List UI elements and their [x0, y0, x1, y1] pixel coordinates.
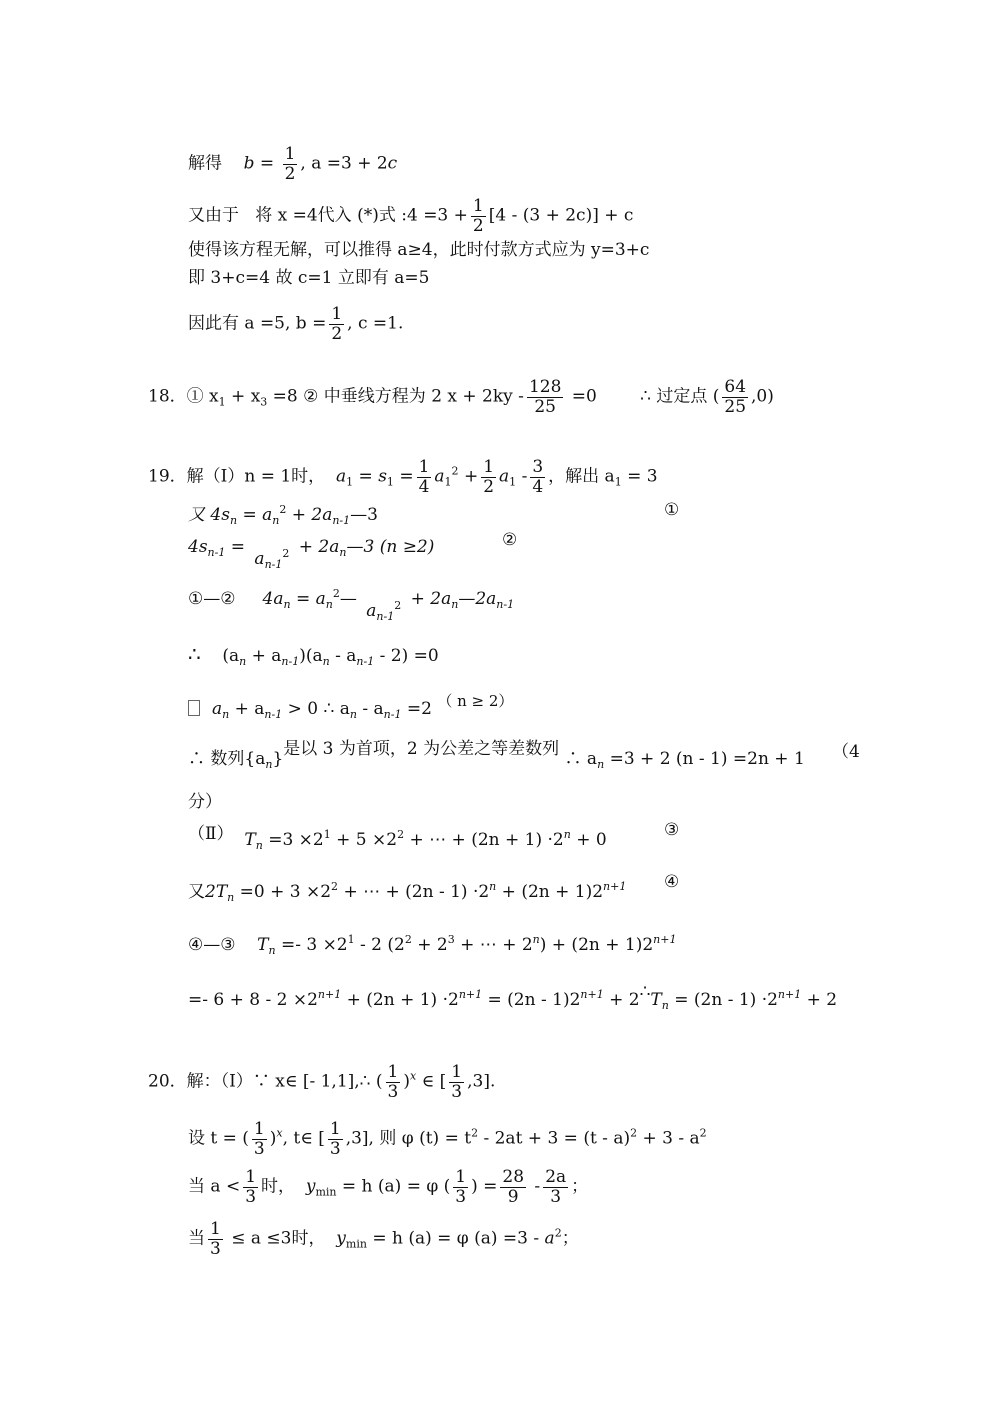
- sup: 2: [554, 1226, 562, 1240]
- den: 25: [534, 396, 556, 417]
- text: =- 6 + 8 - 2 ×2: [188, 990, 318, 1010]
- score-note-end: 分）: [188, 792, 222, 812]
- text: + 2a: [293, 537, 340, 557]
- question-19-line-6: [188, 692, 514, 727]
- den: 9: [507, 1186, 519, 1207]
- sub: n: [325, 598, 333, 611]
- sub: n-1: [264, 708, 283, 721]
- text: }: [272, 749, 284, 769]
- text: 又 4s: [188, 505, 230, 525]
- sub: 3: [260, 395, 268, 409]
- text: a: [336, 466, 347, 487]
- text: ): [269, 1128, 277, 1149]
- text: a: [499, 466, 510, 487]
- num: 3: [532, 457, 544, 477]
- text: 当 a <: [188, 1176, 241, 1197]
- fraction-third: [252, 1120, 267, 1158]
- text: —3: [350, 505, 378, 525]
- sub: n: [239, 655, 247, 668]
- sup: n: [563, 828, 571, 841]
- question-19-line-5: [188, 642, 439, 674]
- text: y: [305, 1176, 316, 1197]
- fraction-64-25: [722, 378, 748, 416]
- sub: n: [283, 598, 291, 611]
- text: ① x: [186, 386, 219, 407]
- text: + ⋯ + 2: [454, 935, 533, 955]
- num: 1: [418, 457, 430, 477]
- text: = (2n - 1)2: [482, 990, 581, 1010]
- question-number: 18．: [148, 386, 187, 407]
- num: 1: [451, 1062, 463, 1082]
- text: 当: [188, 1228, 205, 1249]
- solve-line-2: [188, 197, 633, 235]
- sup: 1: [323, 828, 331, 841]
- text: a: [366, 601, 377, 621]
- text: 时，: [261, 1176, 296, 1197]
- text: 将 x =4代入 (*)式 :4 =3 +: [255, 205, 468, 226]
- sub: n-1: [496, 598, 515, 611]
- text: y: [336, 1228, 346, 1249]
- sup: 2: [699, 1126, 707, 1140]
- therefore-symbol: ∴: [639, 982, 651, 1002]
- fraction-2a-3: [543, 1168, 568, 1206]
- text: （Ⅱ）: [188, 824, 234, 844]
- den: 4: [418, 476, 430, 497]
- den: 3: [387, 1081, 399, 1102]
- equation-mark-4: ④: [664, 872, 680, 892]
- text: + ⋯ + (2n - 1) ·2: [338, 882, 490, 902]
- fraction-half: [471, 197, 486, 235]
- den: 2: [284, 163, 296, 184]
- fraction-half: [481, 458, 496, 496]
- num: 1: [210, 1219, 221, 1239]
- sub: 1: [509, 475, 517, 489]
- sup: 2: [397, 828, 405, 841]
- sub: n: [339, 546, 347, 559]
- text: =: [225, 537, 246, 557]
- sub: n: [349, 708, 357, 721]
- sup: x: [276, 1126, 283, 1140]
- fraction-third: [386, 1063, 401, 1101]
- text: T: [650, 990, 662, 1010]
- question-19-line-10: [188, 875, 626, 910]
- fraction-third: [328, 1120, 343, 1158]
- fraction-three-quarter: [530, 458, 545, 496]
- fraction-half: [329, 305, 344, 343]
- text: 设 t = (: [188, 1128, 249, 1149]
- sub: min: [345, 1237, 367, 1251]
- den: 25: [724, 396, 747, 417]
- sup: n+1: [603, 880, 627, 893]
- equation-mark-3: ③: [664, 820, 680, 840]
- equation-mark-2: ②: [502, 530, 518, 550]
- text: , a =3 + 2: [300, 153, 388, 174]
- sup: n+1: [777, 988, 802, 1001]
- num: 1: [472, 196, 484, 216]
- sup: 1: [347, 933, 355, 946]
- sup: n+1: [580, 988, 604, 1001]
- text: ∴ 过定点: [640, 386, 708, 407]
- sub: n-1: [264, 558, 283, 571]
- question-19-line-4: [188, 582, 515, 623]
- missing-glyph-box-icon: [188, 700, 200, 716]
- sup: 2: [394, 599, 402, 612]
- text: + (2n + 1) ·2: [341, 990, 459, 1010]
- num: 1: [253, 1119, 265, 1139]
- den: 3: [329, 1138, 341, 1159]
- sup: x: [410, 1069, 417, 1083]
- sub: n: [255, 839, 263, 852]
- text: ,0): [751, 386, 774, 407]
- sup: 2: [404, 933, 412, 946]
- text: T: [257, 935, 269, 955]
- text: + a: [246, 646, 282, 666]
- text: =8 ② 中垂线方程为 2 x + 2ky -: [267, 386, 524, 407]
- question-19-line-1: [148, 458, 658, 496]
- score-note: （4: [832, 742, 860, 762]
- sub: n: [597, 758, 605, 771]
- sub: n: [451, 598, 459, 611]
- text: 解：（Ⅰ）∵ x∈ [- 1,1],∴ (: [186, 1071, 383, 1092]
- text: + 3 - a: [637, 1128, 700, 1149]
- text: + 2a: [405, 589, 452, 609]
- den: 2: [483, 476, 495, 497]
- text: - a: [329, 646, 357, 666]
- question-19-line-12: [188, 983, 837, 1018]
- text: (a: [222, 646, 240, 666]
- num: 1: [387, 1062, 399, 1082]
- text: + 2: [411, 935, 448, 955]
- text: 解（Ⅰ）n = 1时，: [186, 466, 326, 487]
- text: + 5 ×2: [330, 830, 398, 850]
- sub: n: [222, 708, 230, 721]
- sub: n: [265, 758, 273, 771]
- text: c: [387, 153, 398, 174]
- text: 又: [188, 882, 205, 902]
- text: 又由于: [188, 205, 239, 226]
- num: 2a: [545, 1167, 567, 1187]
- text: > 0 ∴ a: [282, 699, 350, 719]
- text: =3 + 2 (n - 1) =2n + 1: [604, 749, 805, 769]
- text: ): [403, 1071, 411, 1092]
- den: 4: [532, 476, 544, 497]
- sup: n: [489, 880, 497, 893]
- text: = 3: [621, 466, 658, 487]
- sub: n: [229, 514, 238, 527]
- sub: n: [227, 891, 235, 904]
- text: 4s: [188, 537, 208, 557]
- text: + a: [229, 699, 265, 719]
- question-19-line-9: [188, 823, 607, 858]
- sub: 1: [386, 475, 394, 489]
- sub: 1: [614, 475, 622, 489]
- text: ) + (2n + 1)2: [539, 935, 654, 955]
- text: =0 + 3 ×2: [234, 882, 332, 902]
- sup: 3: [447, 933, 455, 946]
- fraction-28-9: [500, 1168, 526, 1206]
- num: 1: [329, 1119, 341, 1139]
- text: = (2n - 1) ·2: [668, 990, 778, 1010]
- sub: n-1: [207, 546, 226, 559]
- text: ∴ a: [564, 749, 598, 769]
- text: =3 ×2: [262, 830, 324, 850]
- text: a: [212, 699, 223, 719]
- question-20-line-4: [188, 1220, 579, 1258]
- text: —: [339, 589, 357, 609]
- text: 解得: [188, 153, 222, 174]
- sub: n: [268, 944, 276, 957]
- text: =0: [566, 386, 597, 407]
- text: ④—③: [188, 935, 236, 955]
- sub: 1: [444, 475, 452, 489]
- question-19-line-3: [188, 530, 435, 571]
- question-20-line-1: [148, 1063, 495, 1101]
- sup: 2: [331, 880, 339, 893]
- text: [4 - (3 + 2c)] + c: [488, 205, 634, 226]
- text: )(a: [299, 646, 323, 666]
- sup: n+1: [653, 933, 677, 946]
- text: ,3], 则 φ (t) = t: [345, 1128, 472, 1149]
- question-number: 19．: [148, 466, 187, 487]
- text: =: [393, 466, 414, 487]
- text: +: [458, 466, 479, 487]
- fraction-third: [453, 1168, 468, 1206]
- question-19-line-2: [188, 498, 378, 533]
- num: 1: [455, 1167, 467, 1187]
- text: ；: [571, 1176, 589, 1197]
- text: + 2: [801, 990, 838, 1010]
- sup: n+1: [317, 988, 342, 1001]
- text: =2: [401, 699, 432, 719]
- text: 因此有 a =5, b =: [188, 313, 327, 334]
- text: , t∈ [: [282, 1128, 325, 1149]
- text: - 2 (2: [354, 935, 405, 955]
- sub: 1: [346, 475, 354, 489]
- text: —2a: [458, 589, 497, 609]
- text: b =: [243, 153, 275, 174]
- text: ≤ a ≤3时，: [225, 1228, 326, 1249]
- text: = a: [237, 505, 273, 525]
- question-18: 18．① $x_1 + x_3 =8$ ② 中垂线方程为 2 x + 2ky - $\frac{128}{25}$ =0 ∴ 过定点 ( $\frac{64}{25}$ ,0): [148, 377, 774, 417]
- num: 1: [284, 144, 296, 164]
- solve-line-4: 即 3+c=4 故 c=1 立即有 a=5: [188, 268, 430, 288]
- fraction-128-25: [527, 378, 563, 416]
- text: + ⋯ + (2n + 1) ·2: [404, 830, 564, 850]
- sub: n: [272, 514, 280, 527]
- sup: 2: [282, 547, 290, 560]
- den: 2: [331, 323, 343, 344]
- question-20-line-3: [188, 1168, 588, 1206]
- den: 2: [472, 215, 484, 236]
- text: -: [516, 466, 528, 487]
- text: a: [544, 1228, 555, 1249]
- num: 1: [245, 1167, 257, 1187]
- text: —3 (n ≥2): [346, 537, 435, 557]
- text: + 2a: [286, 505, 333, 525]
- den: 3: [245, 1186, 257, 1207]
- sup: n+1: [458, 988, 483, 1001]
- num: 1: [331, 304, 343, 324]
- solve-line-5: [188, 305, 403, 343]
- text: a: [434, 466, 445, 487]
- equation-mark-1: ①: [664, 500, 680, 520]
- text: , c =1.: [347, 313, 404, 334]
- den: 3: [210, 1238, 221, 1259]
- text: = h (a) = φ (: [336, 1176, 451, 1197]
- sub: n-1: [376, 610, 395, 623]
- question-19-line-11: [188, 928, 676, 963]
- text: ,3].: [467, 1071, 496, 1092]
- fraction-third: [449, 1063, 464, 1101]
- stacked-a: [366, 594, 401, 629]
- condition: （ n ≥ 2）: [437, 692, 514, 710]
- fraction-quarter: [417, 458, 432, 496]
- text: =- 3 ×2: [275, 935, 348, 955]
- num: 28: [502, 1167, 525, 1187]
- sup: n: [532, 933, 540, 946]
- sup: 2: [471, 1126, 479, 1140]
- text: 4a: [262, 589, 284, 609]
- sub: 1: [218, 395, 226, 409]
- solve-line-1: [188, 145, 397, 183]
- sub: min: [315, 1185, 337, 1199]
- fraction-third: [243, 1168, 258, 1206]
- question-20-line-2: [188, 1120, 707, 1158]
- text: a: [254, 549, 265, 569]
- text: = a: [290, 589, 326, 609]
- text: ∈ [: [416, 1071, 447, 1092]
- text: T: [244, 830, 256, 850]
- solve-line-3: 使得该方程无解，可以推得 a≥4，此时付款方式应为 y=3+c: [188, 240, 650, 260]
- sub: n-1: [281, 655, 300, 668]
- text: + 2: [603, 990, 640, 1010]
- text: + (2n + 1)2: [496, 882, 604, 902]
- sup: 2: [279, 503, 287, 516]
- den: 3: [550, 1186, 562, 1207]
- sup: 2: [451, 464, 459, 478]
- num: 64: [724, 377, 747, 397]
- text: ①—②: [188, 589, 236, 609]
- text: 是以 3 为首项，2 为公差之等差数列: [283, 739, 560, 759]
- sub: n: [322, 655, 330, 668]
- stacked-a: [254, 542, 289, 577]
- text: ) =: [471, 1176, 498, 1197]
- sup: 2: [332, 587, 340, 600]
- text: + x: [225, 386, 261, 407]
- text: ；: [561, 1228, 579, 1249]
- text: = s: [353, 466, 387, 487]
- therefore-symbol: ∴: [188, 642, 201, 666]
- text: = h (a) = φ (a) =3 -: [366, 1228, 545, 1249]
- sub: n: [661, 999, 669, 1012]
- text: + 0: [570, 830, 607, 850]
- den: 3: [451, 1081, 463, 1102]
- fraction-half: [283, 145, 298, 183]
- text: 2T: [205, 882, 228, 902]
- text: - a: [356, 699, 384, 719]
- den: 3: [253, 1138, 265, 1159]
- num: 128: [528, 377, 562, 397]
- sub: n-1: [332, 514, 351, 527]
- question-number: 20．: [148, 1071, 187, 1092]
- text: - 2at + 3 = (t - a): [478, 1128, 631, 1149]
- text: -: [529, 1176, 541, 1197]
- sub: n-1: [356, 655, 375, 668]
- text: ∴ 数列{a: [188, 749, 266, 769]
- text: ，解出 a: [548, 466, 615, 487]
- fraction-third: [208, 1220, 223, 1258]
- text: - 2) =0: [374, 646, 439, 666]
- sub: n-1: [383, 708, 402, 721]
- sup: 2: [630, 1126, 638, 1140]
- question-19-line-7: [188, 739, 805, 777]
- num: 1: [483, 457, 495, 477]
- den: 3: [455, 1186, 467, 1207]
